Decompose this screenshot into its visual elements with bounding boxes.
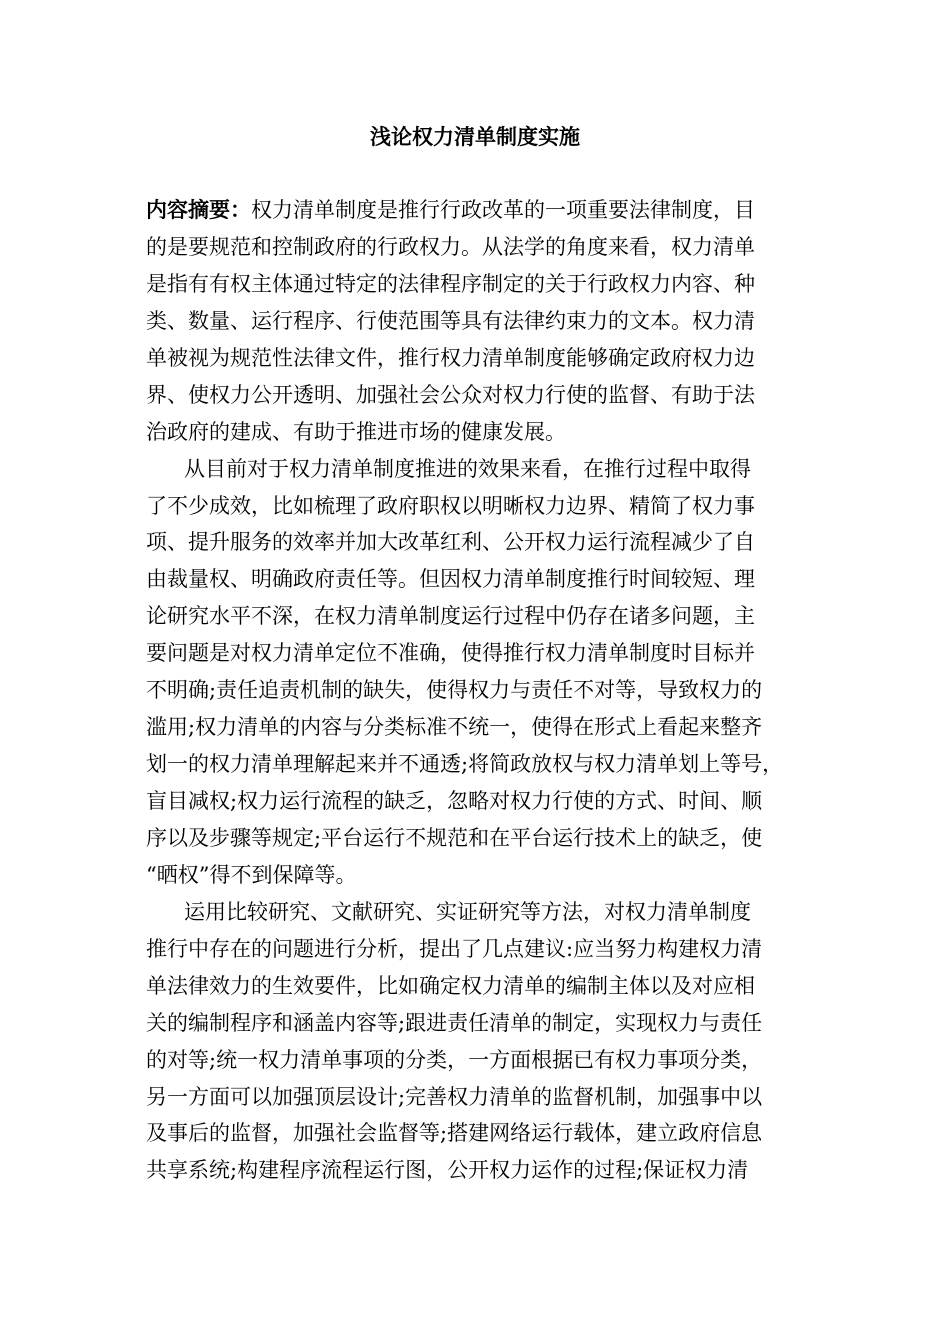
text-line: “晒权”得不到保障等。 [146,862,357,887]
text-line: 划一的权力清单理解起来并不通透;将简政放权与权力清单划上等号， [146,752,784,777]
text-line: 运用比较研究、文献研究、实证研究等方法，对权力清单制度 [184,899,751,924]
text-line: 是指有有权主体通过特定的法律程序制定的关于行政权力内容、种 [146,271,755,296]
page-title: 浅论权力清单制度实施 [370,124,580,149]
body-paragraph-2 [146,451,816,894]
text-line: 了不少成效，比如梳理了政府职权以明晰权力边界、精简了权力事 [146,493,755,518]
text-line: 单法律效力的生效要件，比如确定权力清单的编制主体以及对应相 [146,973,755,998]
text-line: 由裁量权、明确政府责任等。但因权力清单制度推行时间较短、理 [146,567,755,592]
text-line: 单被视为规范性法律文件，推行权力清单制度能够确定政府权力边 [146,345,755,370]
document-body [146,192,816,1189]
text-line: 共享系统;构建程序流程运行图，公开权力运作的过程;保证权力清 [146,1158,749,1183]
text-line: 推行中存在的问题进行分析，提出了几点建议:应当努力构建权力清 [146,936,763,961]
text-line: 类、数量、运行程序、行使范围等具有法律约束力的文本。权力清 [146,308,755,333]
text-line: 要问题是对权力清单定位不准确，使得推行权力清单制度时目标并 [146,641,755,666]
text-line: 的是要规范和控制政府的行政权力。从法学的角度来看，权力清单 [146,234,755,259]
text-line [146,192,816,229]
text-line: 从目前对于权力清单制度推进的效果来看，在推行过程中取得 [184,456,751,481]
text-line: 的对等;统一权力清单事项的分类，一方面根据已有权力事项分类， [146,1047,763,1072]
text-line: 序以及步骤等规定;平台运行不规范和在平台运行技术上的缺乏，使 [146,825,763,850]
text-line: 滥用;权力清单的内容与分类标准不统一，使得在形式上看起来整齐 [146,715,763,740]
text-line: 关的编制程序和涵盖内容等;跟进责任清单的制定，实现权力与责任 [146,1010,763,1035]
text-line-content: 权力清单制度是推行行政改革的一项重要法律制度，目 [251,198,755,222]
text-line: 另一方面可以加强顶层设计;完善权力清单的监督机制，加强事中以 [146,1084,763,1109]
text-line: 不明确;责任追责机制的缺失，使得权力与责任不对等，导致权力的 [146,678,763,703]
text-line: 及事后的监督，加强社会监督等;搭建网络运行载体，建立政府信息 [146,1121,763,1146]
text-line: 论研究水平不深，在权力清单制度运行过程中仍存在诸多问题，主 [146,604,755,629]
text-line: 治政府的建成、有助于推进市场的健康发展。 [146,419,566,444]
text-line: 项、提升服务的效率并加大改革红利、公开权力运行流程减少了自 [146,530,755,555]
body-paragraph-3 [146,894,816,1190]
text-line: 盲目减权;权力运行流程的缺乏，忽略对权力行使的方式、时间、顺 [146,789,763,813]
abstract-label: 内容摘要： [146,197,251,222]
text-line: 界、使权力公开透明、加强社会公众对权力行使的监督、有助于法 [146,382,755,407]
abstract-paragraph [146,192,816,451]
